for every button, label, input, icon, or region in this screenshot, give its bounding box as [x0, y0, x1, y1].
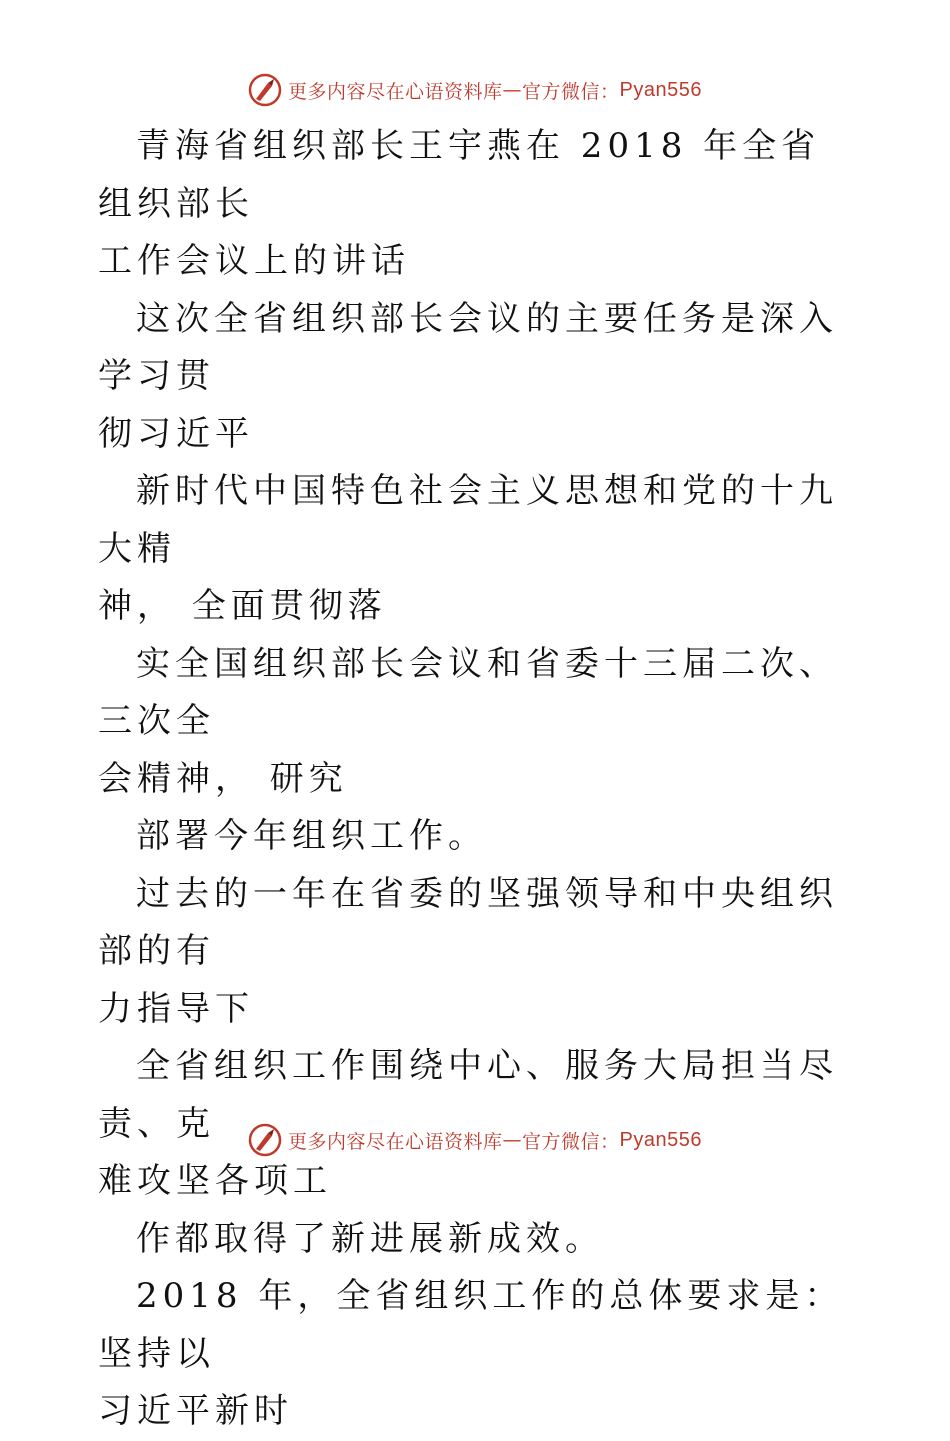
paragraph: 新时代中国特色社会主义思想和党的十九大精 神， 全面贯彻落 [98, 471, 838, 626]
brand-logo-icon [248, 73, 282, 107]
brand-logo-icon [248, 1123, 282, 1157]
banner-separator: — [502, 1129, 523, 1151]
banner-wechat-label: 官方微信： [522, 1130, 620, 1153]
banner-text: 更多内容尽在心语资料库 [288, 1130, 503, 1153]
header-watermark-banner [0, 70, 950, 110]
paragraph: 2018 年，全省组织工作的总体要求是：坚持以 习近平新时 [98, 1276, 844, 1431]
paragraph: 全省组织工作围绕中心、服务大局担当尽责、克 难攻坚各项工 [98, 1046, 838, 1201]
paragraph: 实全国组织部长会议和省委十三届二次、三次全 会精神， 研究 [98, 643, 838, 799]
banner-wechat-label: 官方微信： [522, 80, 620, 103]
banner-wechat-id: Pyan556 [619, 78, 702, 101]
footer-watermark-banner [0, 1120, 950, 1160]
document-body [98, 118, 858, 1441]
paragraph: 作都取得了新进展新成效。 [136, 1218, 604, 1259]
paragraph: 部署今年组织工作。 [136, 816, 487, 856]
banner-wechat-id: Pyan556 [619, 1128, 702, 1151]
paragraph: 过去的一年在省委的坚强领导和中央组织部的有 力指导下 [98, 873, 838, 1029]
paragraph: 这次全省组织部长会议的主要任务是深入学习贯 彻习近平 [98, 298, 838, 454]
banner-separator: — [502, 79, 523, 101]
banner-text: 更多内容尽在心语资料库 [288, 80, 503, 103]
paragraph-title: 青海省组织部长王宇燕在 2018 年全省组织部长 工作会议上的讲话 [98, 126, 821, 281]
